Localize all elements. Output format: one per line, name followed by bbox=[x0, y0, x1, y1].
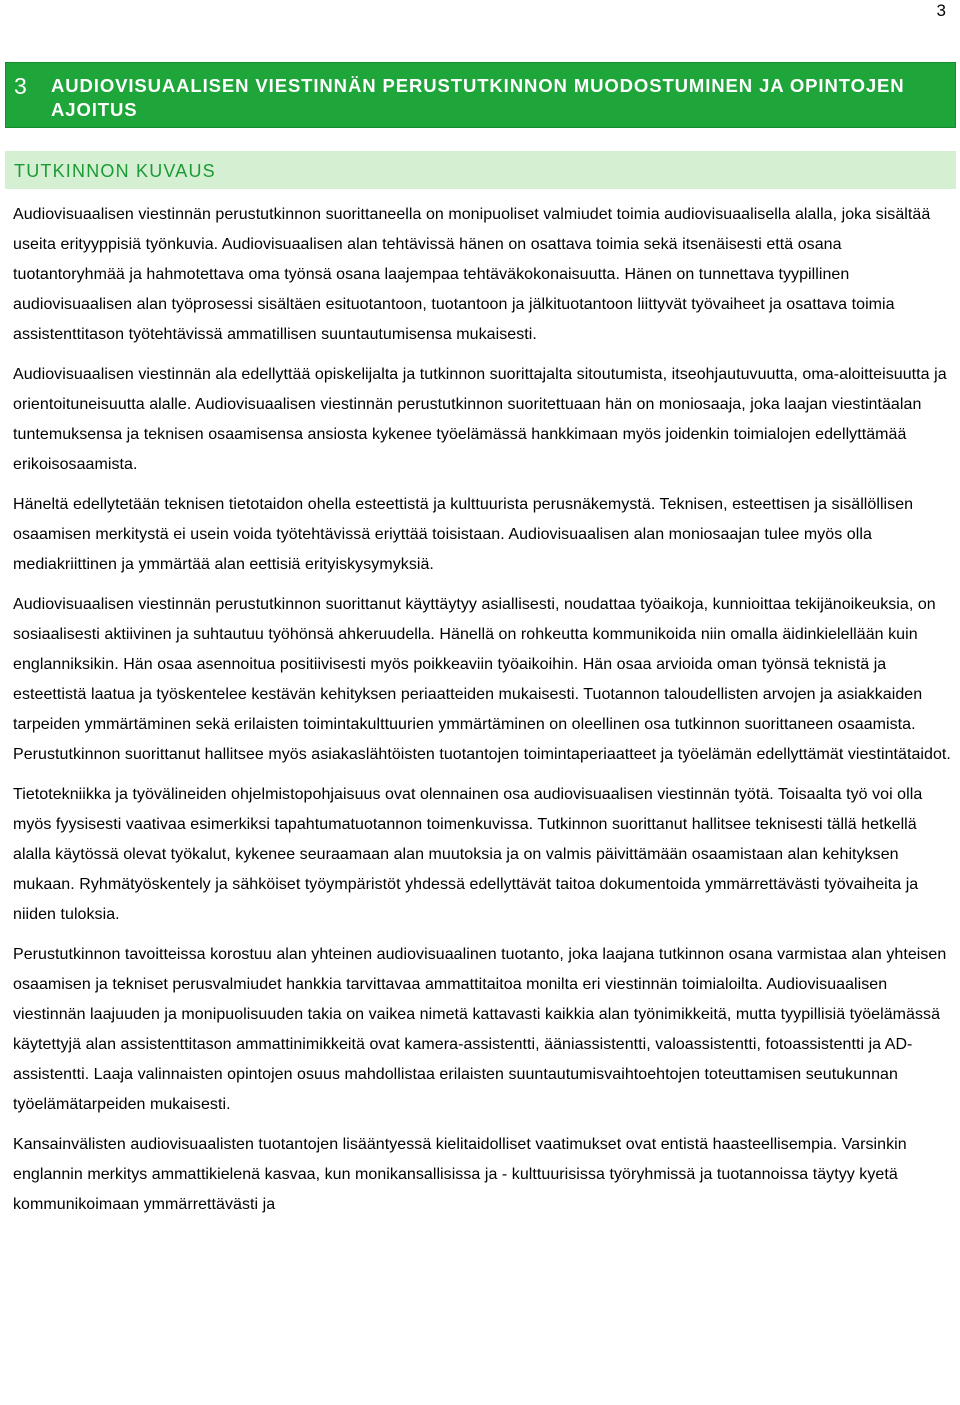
paragraph: Audiovisuaalisen viestinnän perustutkinnon suorittanut käyttäytyy asiallisesti, noudattaa työaikoja, kunnioittaa tekijänoikeuksia, on sosiaalisesti aktiivinen ja suhtautuu työhönsä ahkeruudella. Hänellä on rohkeutta kommunikoida niin omalla äidinkielellään kuin englanniksikin. Hän osaa asennoitua positiivisesti myös poikkeaviin työaikoihin. Hän osaa arvioida oman työnsä teknistä ja esteettistä laatua ja työskentelee kestävän kehityksen periaatteiden mukaisesti. Tuotannon taloudellisten arvojen ja asiakkaiden tarpeiden ymmärtäminen sekä erilaisten toimintakulttuurien ymmärtäminen on oleellinen osa tutkinnon suorittaneen osaamista. Perustutkinnon suorittanut hallitsee myös asiakaslähtöisten tuotantojen toimintaperiaatteet ja työelämän edellyttämät viestintätaidot. bbox=[13, 596, 951, 763]
section-title: TUTKINNON KUVAUS bbox=[14, 161, 216, 181]
paragraph: Audiovisuaalisen viestinnän ala edellyttää opiskelijalta ja tutkinnon suorittajalta sitoutumista, itseohjautuvuutta, oma-aloitteisuutta ja orientoituneisuutta alalle. Audiovisuaalisen viestinnän perustutkinnon suoritettuaan hän on moniosaaja, joka laajan viestintäalan tuntemuksensa ja teknisen osaamisensa ansiosta kykenee työelämässä hankkimaan myös joidenkin toimialojen edellyttämää erikoisosaamista. bbox=[13, 366, 947, 473]
chapter-banner bbox=[5, 62, 956, 128]
paragraph: Kansainvälisten audiovisuaalisten tuotantojen lisääntyessä kielitaidolliset vaatimukset ovat entistä haasteellisempia. Varsinkin englannin merkitys ammattikielenä kasvaa, kun monikansallisissa ja - kulttuurisissa työryhmissä ja tuotannoissa täytyy kyetä kommunikoimaan ymmärrettävästi ja bbox=[13, 1136, 907, 1213]
paragraph: Häneltä edellytetään teknisen tietotaidon ohella esteettistä ja kulttuurista perusnäkemystä. Teknisen, esteettisen ja sisällöllisen osaamisen merkitystä ei usein voida työtehtävissä eriyttää toisistaan. Audiovisuaalisen alan moniosaajan tulee myös olla mediakriittinen ja ymmärtää alan eettisiä erityiskysymyksiä. bbox=[13, 496, 914, 573]
paragraph: Tietotekniikka ja työvälineiden ohjelmistopohjaisuus ovat olennainen osa audiovisuaalisen viestinnän työtä. Toisaalta työ voi olla myös fyysisesti vaativaa esimerkiksi tapahtumatuotannon toimenkuvissa. Tutkinnon suorittanut hallitsee teknisesti tällä hetkellä alalla käytössä olevat työkalut, kykenee seuraamaan alan muutoksia ja on valmis päivittämään osaamistaan alan kehityksen mukaan. Ryhmätyöskentely ja sähköiset työympäristöt yhdessä edellyttävät taitoa dokumentoida ymmärrettävästi työvaiheita ja niiden tuloksia. bbox=[13, 786, 923, 923]
page-number: 3 bbox=[936, 1, 946, 20]
chapter-title: AUDIOVISUAALISEN VIESTINNÄN PERUSTUTKINNON MUODOSTUMINEN JA OPINTOJEN AJOITUS bbox=[51, 75, 905, 120]
section-heading-band bbox=[5, 151, 956, 189]
paragraph: Perustutkinnon tavoitteissa korostuu alan yhteinen audiovisuaalinen tuotanto, joka laajana tutkinnon osana varmistaa alan yhteisen osaamisen ja tekniset perusvalmiudet hankkia tarvittavaa ammattitaitoa monilta eri viestinnän toimialoilta. Audiovisuaalisen viestinnän laajuuden ja monipuolisuuden takia on vaikea nimetä kattavasti kaikkia alan työnimikkeitä, mutta tyypillisiä työelämässä käytettyjä alan assistenttitason ammattinimikkeitä ovat kamera-assistentti, ääniassistentti, valoassistentti, fotoassistentti ja AD-assistentti. Laaja valinnaisten opintojen osuus mahdollistaa erilaisten suuntautumisvaihtoehtojen toteuttamisen seutukunnan työelämätarpeiden mukaisesti. bbox=[13, 946, 947, 1113]
chapter-number: 3 bbox=[14, 73, 27, 99]
body-text bbox=[13, 200, 953, 1230]
paragraph: Audiovisuaalisen viestinnän perustutkinnon suorittaneella on monipuoliset valmiudet toimia audiovisuaalisella alalla, joka sisältää useita erityyppisiä työnkuvia. Audiovisuaalisen alan tehtävissä hänen on osattava toimia sekä itsenäisesti että osana tuotantoryhmää ja hahmotettava oma työnsä osana laajempaa tehtäväkokonaisuutta. Hänen on tunnettava tyypillinen audiovisuaalisen alan työprosessi sisältäen esituotantoon, tuotantoon ja jälkituotantoon liittyvät työvaiheet ja osattava toimia assistenttitason työtehtävissä ammatillisen suuntautumisensa mukaisesti. bbox=[13, 206, 931, 343]
